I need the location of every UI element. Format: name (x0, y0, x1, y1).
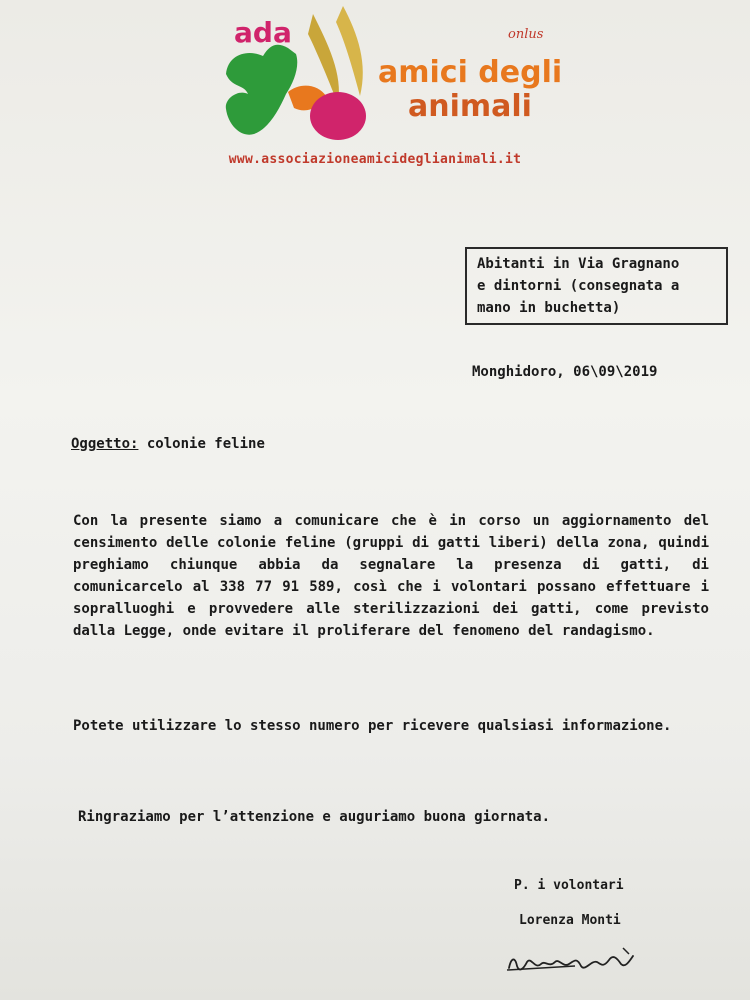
logo-amici-text: amici degli (378, 55, 563, 90)
recipient-line: Abitanti in Via Gragnano (477, 256, 680, 272)
logo-animali-text: animali (408, 89, 532, 124)
green-animal-shape (226, 45, 297, 135)
recipient-box (465, 247, 728, 325)
subject-line (71, 436, 265, 452)
signer-name: Lorenza Monti (519, 913, 621, 928)
body-paragraph-1: Con la presente siamo a comunicare che è in corso un aggiornamento del censimento delle colonie feline (gruppi di gatti liberi) della zona, quindi preghiamo chiunque abbia da segnalare la presenza di gatti, di comunicarcelo al 338 77 91 589, così che i volontari possano effettuare i sopralluoghi e provvedere alle sterilizzazioni dei gatti, come previsto dalla Legge, onde evitare il proliferare del fenomeno del randagismo. (73, 513, 709, 639)
gold-feather-shape (336, 6, 363, 96)
logo-onlus-text: onlus (508, 27, 544, 42)
subject-label: Oggetto: (71, 436, 139, 452)
recipient-line: e dintorni (consegnata a (477, 278, 680, 294)
subject-text: colonie feline (146, 436, 265, 452)
logo-ada-text: ada (234, 16, 292, 49)
recipient-line: mano in buchetta) (477, 300, 621, 316)
body-paragraph-3: Ringraziamo per l’attenzione e auguriamo buona giornata. (78, 809, 551, 825)
association-logo (218, 4, 578, 149)
magenta-ball-shape (310, 92, 366, 140)
letter-date: Monghidoro, 06\09\2019 (472, 364, 658, 380)
body-paragraph-2: Potete utilizzare lo stesso numero per ricevere qualsiasi informazione. (73, 718, 672, 734)
closing-line: P. i volontari (514, 878, 624, 893)
handwritten-signature (505, 940, 645, 980)
website-url: www.associazioneamicideglianimali.it (228, 152, 522, 167)
